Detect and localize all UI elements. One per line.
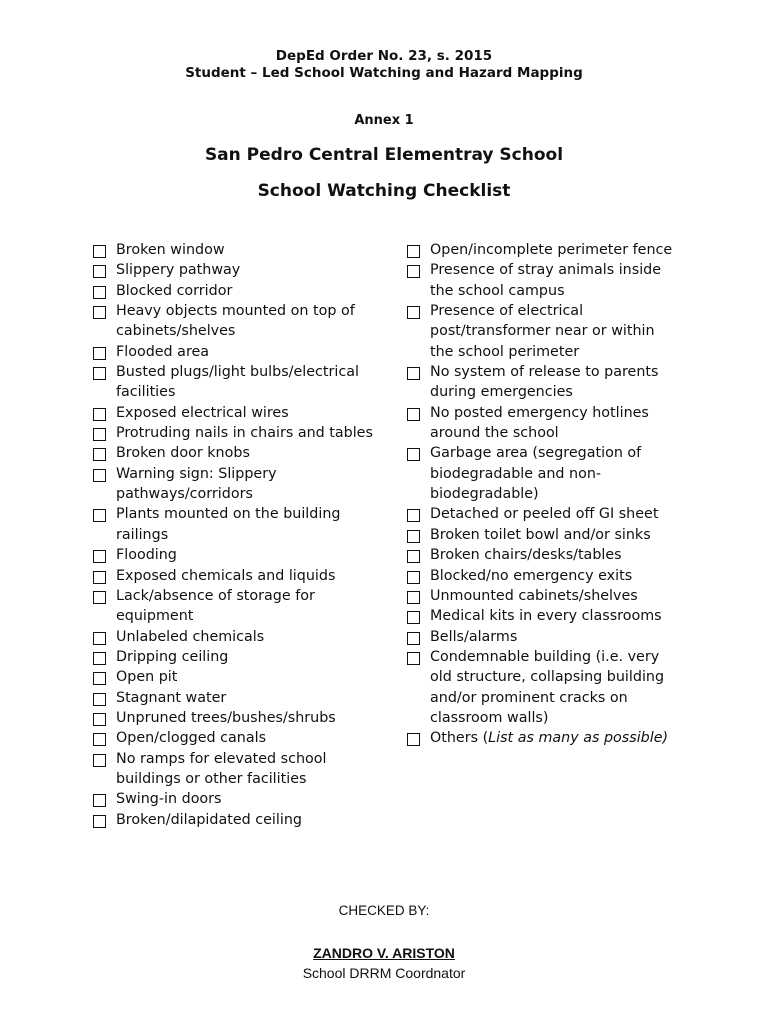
- checkbox[interactable]: [407, 632, 420, 645]
- checklist-title: School Watching Checklist: [257, 181, 511, 201]
- checkbox[interactable]: [407, 733, 420, 746]
- checkbox[interactable]: [407, 571, 420, 584]
- checklist-item-label: Blocked corridor: [116, 282, 233, 299]
- checklist-item: [407, 403, 682, 444]
- checklist-item-label: [430, 728, 682, 748]
- checkbox[interactable]: [93, 672, 106, 685]
- checkbox[interactable]: [93, 265, 106, 278]
- annex-label: Annex 1: [354, 113, 414, 128]
- checklist-item: [407, 240, 682, 260]
- checklist-item: [93, 443, 393, 463]
- checkbox[interactable]: [93, 591, 106, 604]
- checklist-item: [93, 240, 393, 260]
- checklist-item: [93, 708, 393, 728]
- checklist-item: [93, 627, 393, 647]
- checklist-item: [93, 342, 393, 362]
- checkbox[interactable]: [407, 591, 420, 604]
- checklist-item: [93, 789, 393, 809]
- checklist-item-label: Exposed electrical wires: [116, 404, 289, 421]
- checklist-item: [407, 504, 682, 524]
- checklist-item: [93, 260, 393, 280]
- checkbox[interactable]: [93, 652, 106, 665]
- checklist-item-label: Open/clogged canals: [116, 730, 267, 747]
- school-name: San Pedro Central Elementray School: [204, 145, 564, 165]
- checklist-item: [93, 566, 393, 586]
- checklist-item-label: Unlabeled chemicals: [116, 628, 265, 645]
- checklist-item: [407, 301, 682, 362]
- checkbox[interactable]: [407, 367, 420, 380]
- checklist-item: [93, 423, 393, 443]
- checkbox[interactable]: [93, 428, 106, 441]
- checkbox[interactable]: [407, 408, 420, 421]
- checklist-item-label: Busted plugs/light bulbs/electrical facilities: [116, 364, 359, 401]
- checklist-item-label: Broken toilet bowl and/or sinks: [430, 526, 651, 543]
- checkbox[interactable]: [93, 367, 106, 380]
- checklist-item-label: Broken window: [116, 242, 225, 258]
- checklist-item-label: Stagnant water: [116, 689, 227, 706]
- checklist-item: [93, 464, 393, 505]
- checkbox[interactable]: [93, 245, 106, 258]
- checklist-item-label: Presence of stray animals inside the school campus: [430, 262, 662, 299]
- checklist-item: [407, 525, 682, 545]
- checkbox[interactable]: [93, 347, 106, 360]
- checklist-item-label: Detached or peeled off GI sheet: [430, 506, 659, 523]
- checklist-left-column: [93, 240, 393, 830]
- checklist-item: [93, 586, 393, 627]
- checkbox[interactable]: [93, 815, 106, 828]
- checklist-item: [407, 566, 682, 586]
- signatory-name: ZANDRO V. ARISTON: [313, 945, 455, 961]
- checklist-item: [93, 749, 393, 790]
- checklist-item-label: Unmounted cabinets/shelves: [430, 587, 638, 604]
- signatory-role: School DRRM Coordnator: [302, 965, 466, 981]
- checklist-item-label: No system of release to parents during emergencies: [430, 364, 659, 401]
- checklist-item: [93, 728, 393, 748]
- checklist-item-label: Heavy objects mounted on top of cabinets/shelves: [116, 303, 355, 340]
- document-subtitle: Student – Led School Watching and Hazard Mapping: [185, 65, 583, 81]
- checklist-item: [93, 281, 393, 301]
- checklist-item: [93, 301, 393, 342]
- checkbox[interactable]: [93, 571, 106, 584]
- checkbox[interactable]: [407, 245, 420, 258]
- others-instruction: List as many as possible): [488, 730, 669, 747]
- checklist-item-label: Swing-in doors: [116, 791, 222, 808]
- checkbox[interactable]: [407, 265, 420, 278]
- checklist-item: [407, 728, 682, 748]
- checklist-item-label: Condemnable building (i.e. very old structure, collapsing building and/or prominent cracks on classroom walls): [430, 648, 665, 726]
- checklist-item: [407, 627, 682, 647]
- checklist-item-label: Dripping ceiling: [116, 648, 229, 665]
- checklist-item-label: Lack/absence of storage for equipment: [116, 587, 315, 625]
- checklist-item: [407, 260, 682, 301]
- checklist-item-label: Broken chairs/desks/tables: [430, 547, 622, 564]
- checklist-item-label: Broken door knobs: [116, 445, 250, 462]
- checklist-item-label: Slippery pathway: [116, 262, 241, 279]
- checkbox[interactable]: [93, 448, 106, 461]
- checklist-item-label: Warning sign: Slippery pathways/corridors: [116, 465, 277, 503]
- checklist-item: [93, 810, 393, 830]
- checklist-item: [93, 362, 393, 403]
- checkbox[interactable]: [93, 693, 106, 706]
- checklist-item: [407, 443, 682, 504]
- order-reference: DepEd Order No. 23, s. 2015: [275, 48, 493, 64]
- checklist-item-label: Garbage area (segregation of biodegradable and non-biodegradable): [430, 445, 642, 503]
- checklist-item-label: Broken/dilapidated ceiling: [116, 811, 302, 828]
- checkbox[interactable]: [93, 733, 106, 746]
- others-label: Others (: [430, 730, 489, 747]
- checklist-item: [407, 586, 682, 606]
- checkbox[interactable]: [93, 550, 106, 563]
- checklist-item-label: Presence of electrical post/transformer near or within the school perimeter: [430, 303, 655, 360]
- checkbox[interactable]: [407, 652, 420, 665]
- checkbox[interactable]: [93, 713, 106, 726]
- checkbox[interactable]: [407, 530, 420, 543]
- checkbox[interactable]: [407, 611, 420, 624]
- checked-by-label: CHECKED BY:: [338, 903, 430, 918]
- checklist-item: [93, 688, 393, 708]
- checklist-item-label: Exposed chemicals and liquids: [116, 567, 336, 584]
- checklist-item-label: Open/incomplete perimeter fence: [430, 242, 673, 258]
- checkbox[interactable]: [407, 306, 420, 319]
- checklist-item: [93, 403, 393, 423]
- checklist-item: [407, 647, 682, 728]
- checkbox[interactable]: [407, 509, 420, 522]
- checkbox[interactable]: [93, 794, 106, 807]
- checkbox[interactable]: [93, 754, 106, 767]
- checklist-item-label: Flooding: [116, 547, 177, 564]
- checkbox[interactable]: [93, 632, 106, 645]
- checklist-item: [93, 504, 393, 545]
- checkbox[interactable]: [93, 286, 106, 299]
- checklist-right-column: [407, 240, 682, 749]
- checklist-item-label: Protruding nails in chairs and tables: [116, 425, 373, 442]
- checklist-item-label: Flooded area: [116, 343, 210, 360]
- checkbox[interactable]: [407, 448, 420, 461]
- checkbox[interactable]: [407, 550, 420, 563]
- checklist-item: [93, 667, 393, 687]
- checkbox[interactable]: [93, 469, 106, 482]
- checklist-item-label: Blocked/no emergency exits: [430, 567, 633, 584]
- checklist-item-label: Bells/alarms: [430, 628, 518, 645]
- checklist-item: [407, 362, 682, 403]
- checklist-item: [407, 545, 682, 565]
- checkbox[interactable]: [93, 408, 106, 421]
- checklist-item-label: Open pit: [116, 669, 178, 686]
- checklist-item: [93, 545, 393, 565]
- checklist-item-label: Plants mounted on the building railings: [116, 506, 341, 543]
- checkbox[interactable]: [93, 509, 106, 522]
- checklist-item: [407, 606, 682, 626]
- checkbox[interactable]: [93, 306, 106, 319]
- checklist-item: [93, 647, 393, 667]
- checklist-item-label: No posted emergency hotlines around the school: [430, 404, 649, 442]
- checklist-item-label: No ramps for elevated school buildings or other facilities: [116, 750, 327, 787]
- checklist-item-label: Unpruned trees/bushes/shrubs: [116, 709, 336, 726]
- checklist-item-label: Medical kits in every classrooms: [430, 608, 662, 625]
